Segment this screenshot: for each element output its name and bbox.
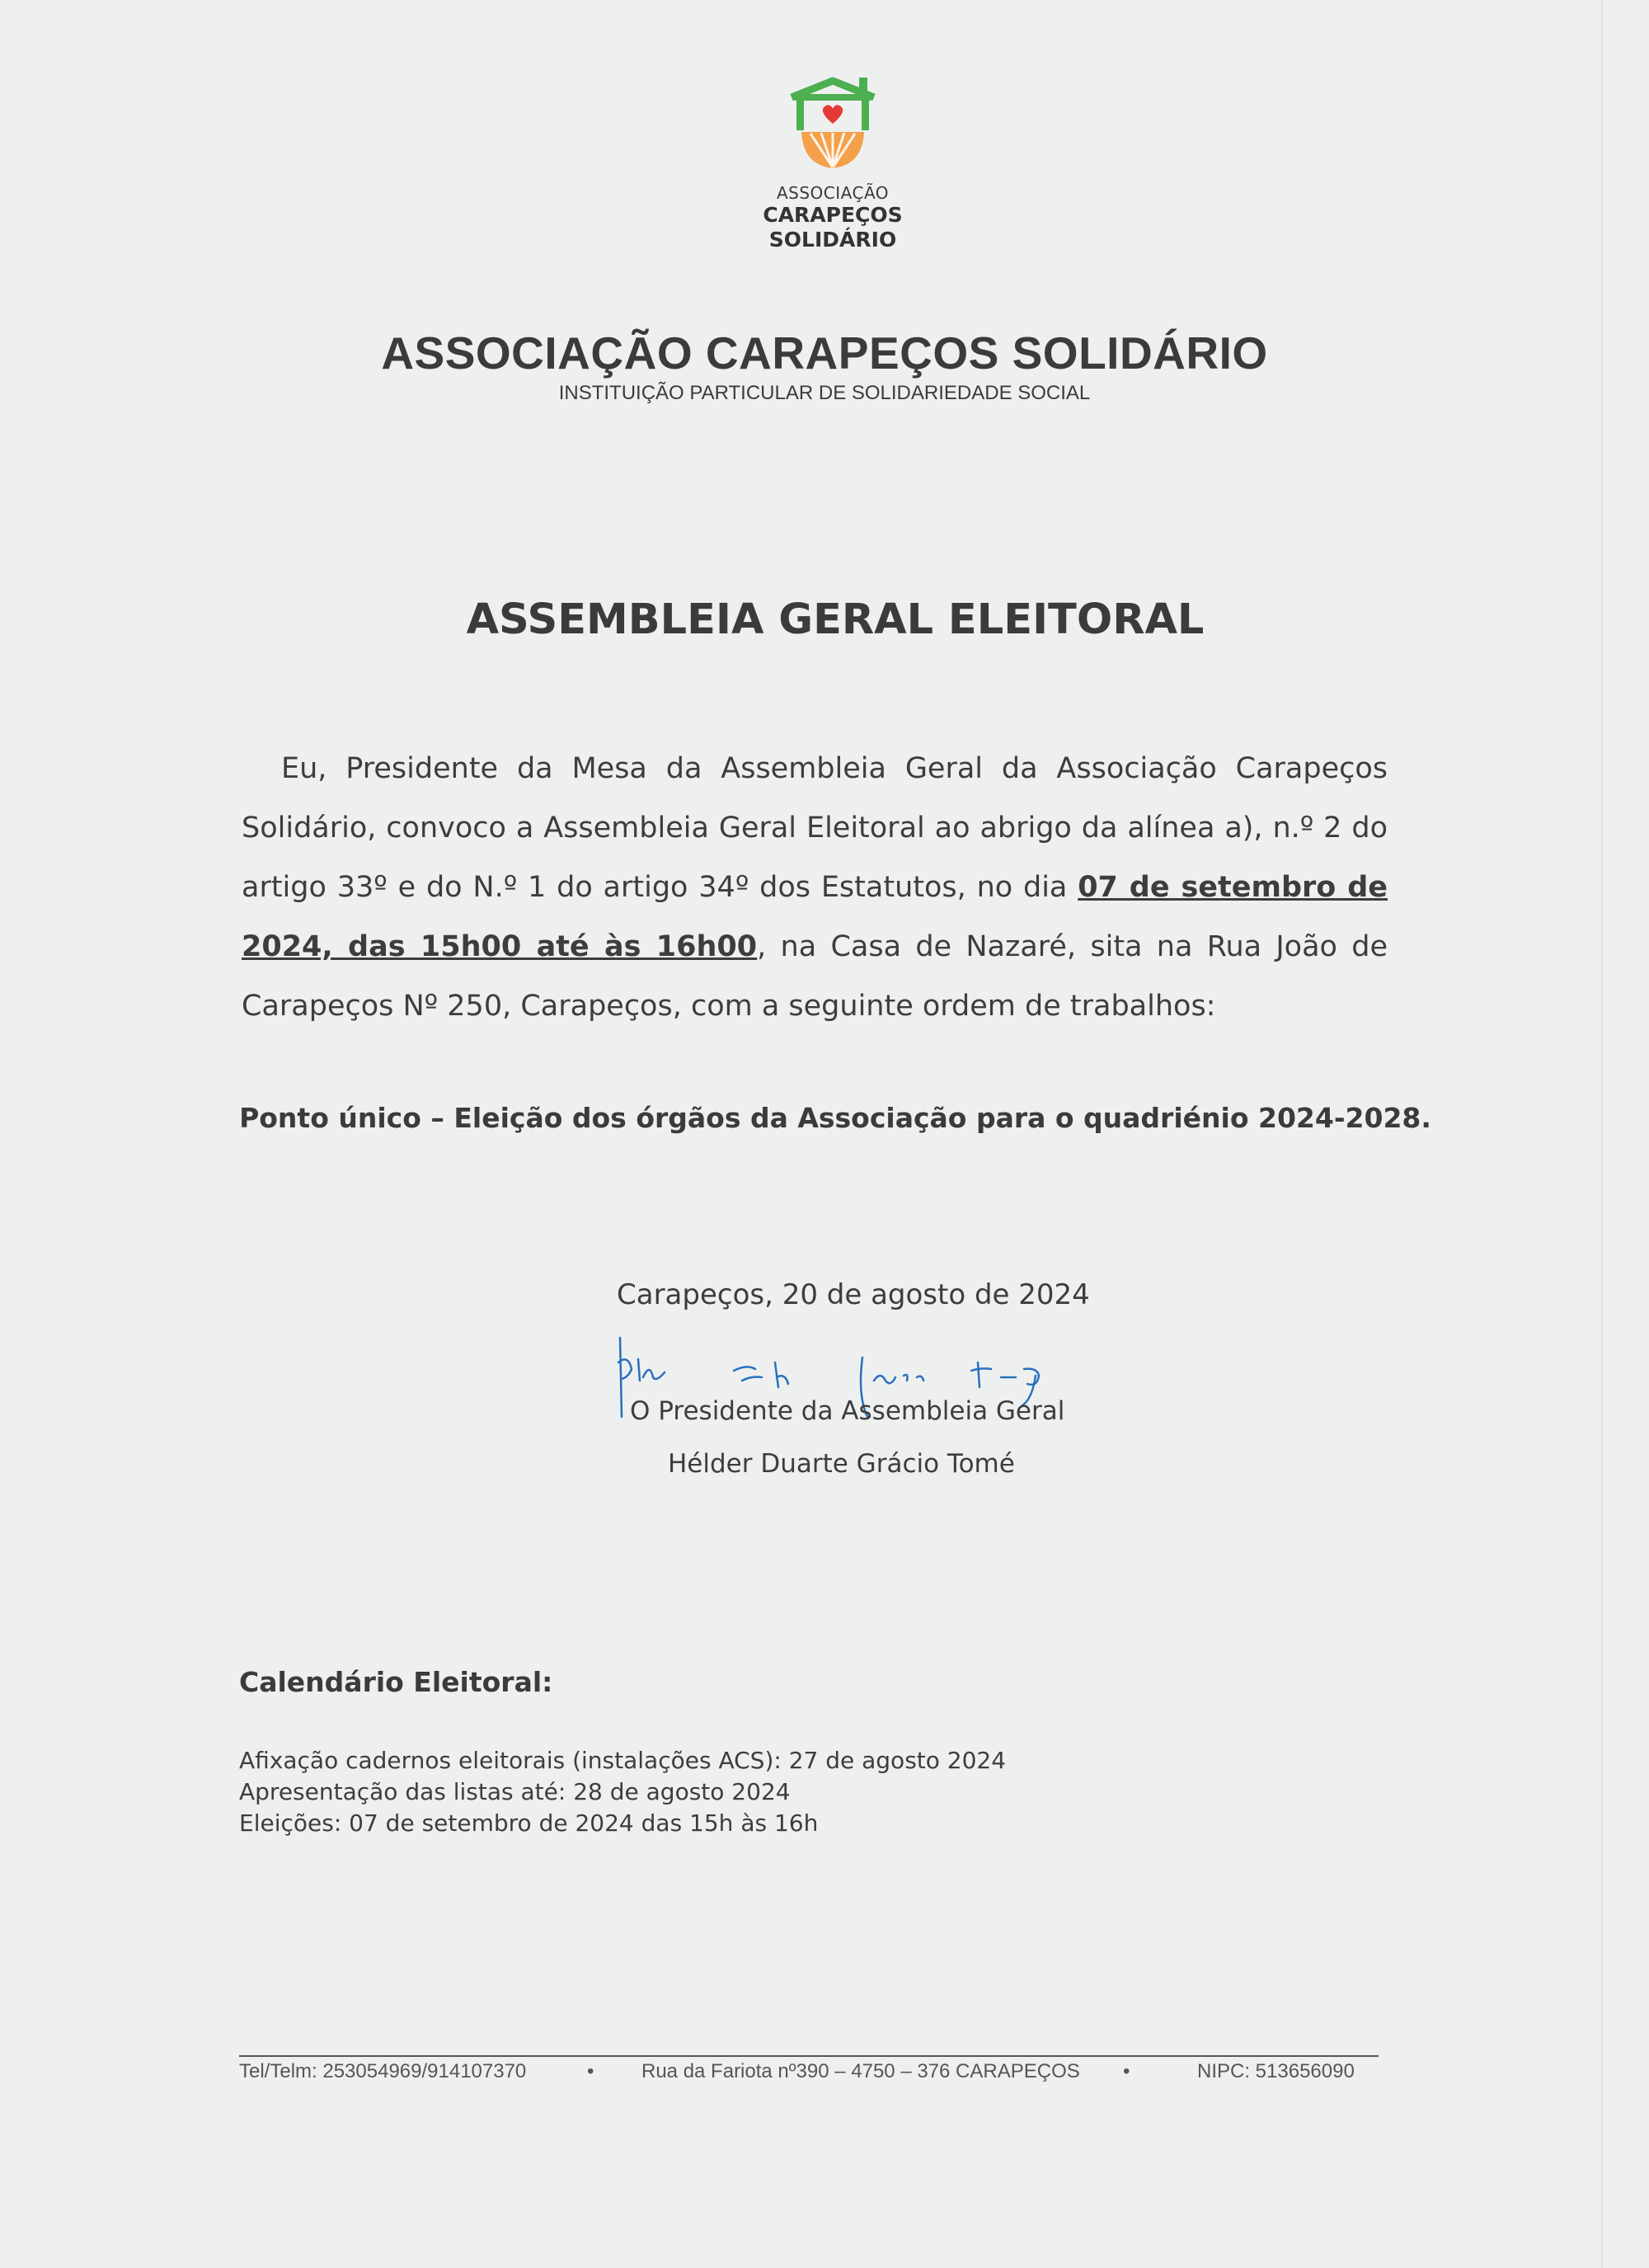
footer-separator: • bbox=[587, 2060, 594, 2082]
footer-nipc: NIPC: 513656090 bbox=[1197, 2060, 1355, 2082]
document-title: ASSEMBLEIA GERAL ELEITORAL bbox=[466, 595, 1205, 644]
logo-text-line1: ASSOCIAÇÃO bbox=[776, 183, 890, 203]
signer-role: O Presidente da Assembleia Geral bbox=[630, 1396, 1065, 1426]
footer-divider bbox=[239, 2055, 1379, 2057]
association-logo bbox=[734, 73, 932, 252]
organization-name: ASSOCIAÇÃO CARAPEÇOS SOLIDÁRIO bbox=[381, 327, 1268, 379]
footer-phone: Tel/Telm: 253054969/914107370 bbox=[239, 2060, 527, 2082]
calendar-item: Apresentação das listas até: 28 de agosto 2024 bbox=[239, 1778, 791, 1805]
signer-name: Hélder Duarte Grácio Tomé bbox=[668, 1449, 1015, 1479]
paragraph-text-part2: , na Casa de Nazaré, sita na Rua João de Carapeços Nº 250, Carapeços, com a seguinte ordem de trabalhos: bbox=[242, 930, 1388, 1023]
house-heart-shell-icon bbox=[783, 73, 882, 172]
footer-separator: • bbox=[1123, 2060, 1130, 2082]
convocation-paragraph bbox=[242, 739, 1388, 1036]
organization-subtitle: INSTITUIÇÃO PARTICULAR DE SOLIDARIEDADE SOCIAL bbox=[558, 382, 1091, 404]
logo-text-line3: SOLIDÁRIO bbox=[768, 228, 897, 252]
footer-address: Rua da Fariota nº390 – 4750 – 376 CARAPEÇOS bbox=[641, 2060, 1080, 2082]
place-and-date: Carapeços, 20 de agosto de 2024 bbox=[617, 1278, 1090, 1311]
meeting-date-time: 07 de setembro de 2024, das 15h00 até às 16h00 bbox=[242, 871, 1388, 963]
calendar-item: Afixação cadernos eleitorais (instalações ACS): 27 de agosto 2024 bbox=[239, 1747, 1007, 1774]
agenda-item: Ponto único – Eleição dos órgãos da Associação para o quadriénio 2024-2028. bbox=[239, 1102, 1431, 1134]
paragraph-text-part1: Eu, Presidente da Mesa da Assembleia Geral da Associação Carapeços Solidário, convoco a Assembleia Geral Eleitoral ao abrigo da alínea a), n.º 2 do artigo 33º e do N.º 1 do artigo 34º dos Estatutos, no dia bbox=[242, 752, 1388, 904]
electoral-calendar-title: Calendário Eleitoral: bbox=[239, 1666, 553, 1698]
calendar-item: Eleições: 07 de setembro de 2024 das 15h às 16h bbox=[239, 1809, 819, 1837]
logo-text-line2: CARAPEÇOS bbox=[763, 203, 903, 227]
electoral-calendar-list bbox=[239, 1745, 1006, 1839]
